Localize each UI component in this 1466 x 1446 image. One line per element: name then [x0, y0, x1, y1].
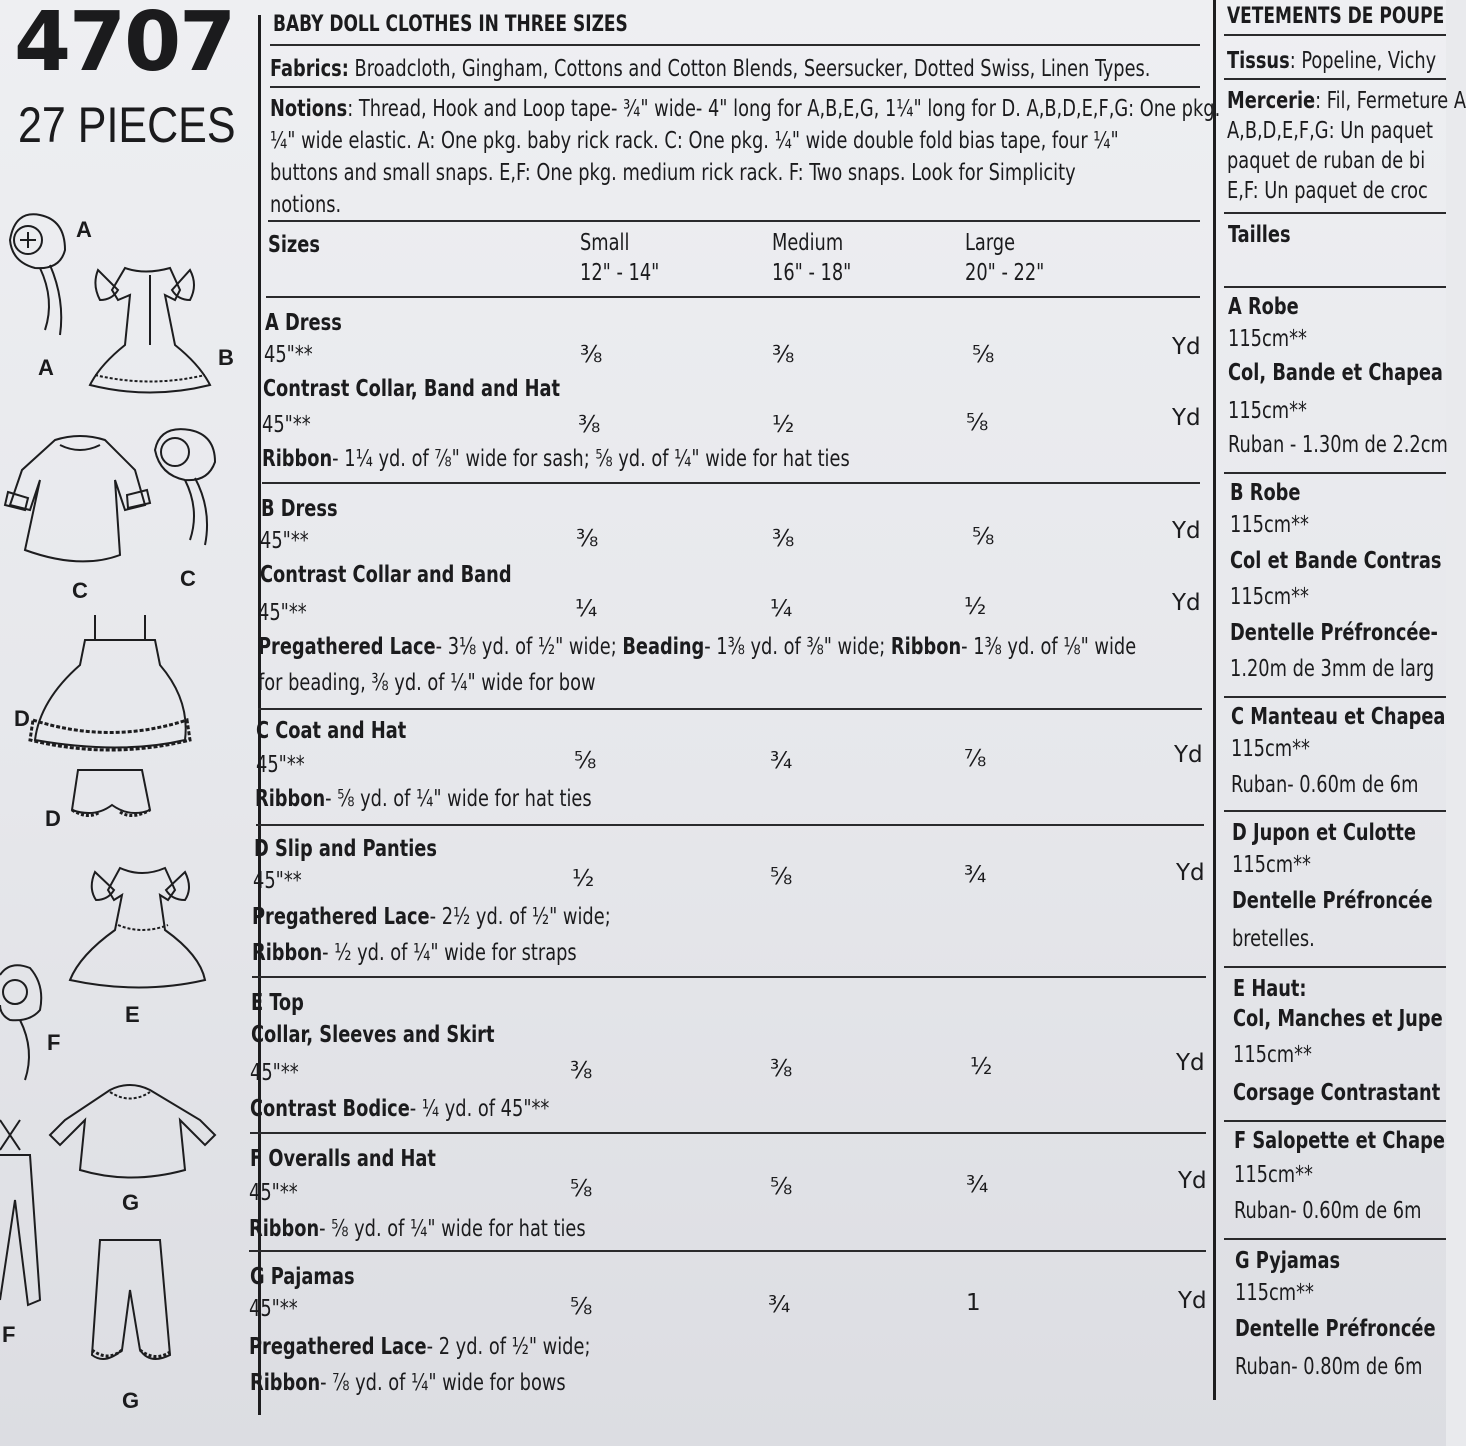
view-g-title: G Pajamas	[250, 1264, 355, 1290]
divider	[268, 220, 1200, 222]
french-f-width: 115cm**	[1234, 1162, 1313, 1188]
view-b-sub-medium: ¼	[770, 596, 793, 622]
notions-line-4: notions.	[270, 192, 342, 218]
french-mercerie-4: E,F: Un paquet de croc	[1227, 178, 1428, 204]
view-d-note-1: Pregathered Lace- 2½ yd. of ½" wide;	[252, 904, 611, 930]
view-a-sub-small: ⅜	[578, 412, 601, 438]
divider	[262, 482, 1200, 484]
view-b-sub-small: ¼	[575, 596, 598, 622]
view-e-title: E Top	[251, 990, 304, 1016]
french-title: VETEMENTS DE POUPE	[1227, 4, 1445, 29]
size-medium-range: 16" - 18"	[772, 260, 852, 286]
view-b-note-2: for beading, ⅜ yd. of ¼" wide for bow	[258, 670, 596, 696]
view-label-c: C	[72, 578, 88, 603]
french-tissus: Tissus: Popeline, Vichy	[1227, 48, 1437, 74]
view-g-unit: Yd	[1178, 1288, 1207, 1314]
notions-label: Notions	[270, 96, 348, 122]
view-c-width: 45"**	[256, 752, 305, 778]
french-c-ribbon: Ruban- 0.60m de 6m	[1231, 772, 1419, 798]
view-c-medium: ¾	[770, 748, 793, 774]
fabrics-label: Fabrics:	[270, 56, 349, 82]
view-a-sub-width: 45"**	[262, 412, 311, 438]
view-c-large: ⅞	[964, 746, 987, 772]
view-g-note-1: Pregathered Lace- 2 yd. of ½" wide;	[249, 1334, 591, 1360]
size-medium-name: Medium	[772, 230, 844, 256]
pajama-top-g-icon	[50, 1085, 215, 1178]
french-g-ribbon: Ruban- 0.80m de 6m	[1235, 1354, 1423, 1380]
view-label-f: F	[47, 1030, 61, 1055]
view-g-note-2: Ribbon- ⅞ yd. of ¼" wide for bows	[250, 1370, 566, 1396]
fabrics-line	[270, 56, 1150, 84]
view-a-unit: Yd	[1172, 334, 1201, 360]
french-c-width: 115cm**	[1231, 736, 1310, 762]
view-d-title: D Slip and Panties	[254, 836, 437, 862]
view-f-large: ¾	[966, 1172, 989, 1198]
pieces-count: 27 PIECES	[18, 97, 236, 153]
view-a-width: 45"**	[264, 342, 313, 368]
view-a-sub-title: Contrast Collar, Band and Hat	[263, 376, 561, 402]
bonnet-c-icon	[155, 429, 215, 545]
divider	[1224, 34, 1446, 36]
view-a-large: ⅝	[972, 342, 995, 368]
view-label-b: B	[218, 345, 234, 370]
view-b-sub-unit: Yd	[1172, 590, 1201, 616]
view-label-a-2: A	[38, 355, 54, 380]
divider	[1224, 472, 1446, 474]
view-label-e: E	[125, 1002, 140, 1027]
view-e-medium: ⅜	[770, 1056, 793, 1082]
view-label-d-2: D	[45, 806, 61, 831]
view-b-unit: Yd	[1172, 518, 1201, 544]
french-b-sub-width: 115cm**	[1230, 584, 1309, 610]
divider	[258, 708, 1202, 710]
french-b-lace: Dentelle Préfroncée-	[1230, 620, 1438, 646]
view-f-title: F Overalls and Hat	[250, 1146, 436, 1172]
view-f-unit: Yd	[1178, 1168, 1207, 1194]
view-c-note: Ribbon- ⅝ yd. of ¼" wide for hat ties	[255, 786, 592, 812]
divider	[249, 1250, 1206, 1252]
french-g-width: 115cm**	[1235, 1280, 1314, 1306]
view-label-d: D	[14, 706, 30, 731]
view-c-title: C Coat and Hat	[256, 718, 407, 744]
view-b-sub-title: Contrast Collar and Band	[260, 562, 512, 588]
divider	[1224, 696, 1446, 698]
divider	[1224, 286, 1446, 288]
view-a-sub-medium: ½	[772, 412, 795, 438]
view-e-small: ⅜	[570, 1058, 593, 1084]
french-mercerie: Mercerie: Fil, Fermeture A	[1227, 88, 1466, 114]
view-label-c-2: C	[180, 566, 196, 591]
view-c-unit: Yd	[1174, 742, 1203, 768]
notions-line-2: ¼" wide elastic. A: One pkg. baby rick rack. C: One pkg. ¼" wide double fold bias tape, four ¼"	[270, 128, 1119, 154]
garment-illustrations	[0, 0, 250, 1446]
view-label-a: A	[76, 217, 92, 242]
view-d-small: ½	[572, 866, 595, 892]
view-g-large: 1	[966, 1290, 981, 1316]
view-b-note-1: Pregathered Lace- 3⅛ yd. of ½" wide; Beading- 1⅜ yd. of ⅜" wide; Ribbon- 1⅜ yd. of ⅛" wide	[258, 634, 1137, 660]
dress-b-icon	[90, 268, 210, 393]
pattern-number: 4707	[14, 0, 235, 90]
french-f-title: F Salopette et Chape	[1234, 1128, 1445, 1154]
divider	[1224, 1120, 1446, 1122]
notions-line-3: buttons and small snaps. E,F: One pkg. medium rick rack. F: Two snaps. Look for Simplicity	[270, 160, 1076, 186]
french-a-sub: Col, Bande et Chapea	[1228, 360, 1443, 386]
view-label-f-2: F	[2, 1322, 16, 1347]
view-b-width: 45"**	[260, 528, 309, 554]
divider	[1224, 810, 1446, 812]
view-g-medium: ¾	[768, 1292, 791, 1318]
divider	[270, 86, 1200, 88]
view-d-large: ¾	[964, 862, 987, 888]
french-a-title: A Robe	[1228, 294, 1299, 320]
view-b-medium: ⅜	[772, 526, 795, 552]
french-column-rule	[1213, 0, 1216, 1400]
divider	[252, 976, 1206, 978]
french-a-sub-width: 115cm**	[1228, 398, 1307, 424]
divider	[250, 1132, 1206, 1134]
view-d-note-2: Ribbon- ½ yd. of ¼" wide for straps	[252, 940, 577, 966]
french-a-width: 115cm**	[1228, 326, 1307, 352]
french-a-ribbon: Ruban - 1.30m de 2.2cm	[1228, 432, 1448, 458]
divider	[1224, 966, 1446, 968]
view-e-unit: Yd	[1176, 1050, 1205, 1076]
view-e-sub-title: Collar, Sleeves and Skirt	[251, 1022, 495, 1048]
view-a-medium: ⅜	[772, 342, 795, 368]
french-b-sub: Col et Bande Contras	[1230, 548, 1442, 574]
bonnet-f-icon	[0, 965, 41, 1080]
view-b-sub-large: ½	[964, 594, 987, 620]
french-d-title: D Jupon et Culotte	[1232, 820, 1416, 846]
divider	[266, 296, 1200, 298]
top-e-icon	[70, 868, 205, 988]
size-large-name: Large	[965, 230, 1016, 256]
coat-c-icon	[5, 436, 150, 561]
pajama-pants-g-icon	[92, 1240, 170, 1359]
view-e-note: Contrast Bodice- ¼ yd. of 45"**	[250, 1096, 550, 1122]
view-f-medium: ⅝	[770, 1174, 793, 1200]
french-g-lace: Dentelle Préfroncée	[1235, 1316, 1436, 1342]
divider	[1224, 78, 1446, 80]
view-g-width: 45"**	[249, 1296, 298, 1322]
notions-line-1	[270, 96, 1220, 124]
size-small-name: Small	[580, 230, 630, 256]
divider	[1224, 1238, 1446, 1240]
view-a-small: ⅜	[580, 342, 603, 368]
view-c-small: ⅝	[574, 748, 597, 774]
notions-text-1: : Thread, Hook and Loop tape- ¾" wide- 4" long for A,B,E,G, 1¼" long for D. A,B,D,E,F,G: One pkg.	[347, 96, 1221, 122]
slip-d-icon	[30, 615, 190, 750]
view-a-sub-unit: Yd	[1172, 405, 1201, 431]
view-f-width: 45"**	[249, 1180, 298, 1206]
sizes-label: Sizes	[268, 232, 320, 258]
french-d-width: 115cm**	[1232, 852, 1311, 878]
french-e-title: E Haut:	[1233, 976, 1307, 1002]
size-small-range: 12" - 14"	[580, 260, 660, 286]
view-label-g-2: G	[122, 1388, 140, 1413]
french-d-lace: Dentelle Préfroncée	[1232, 888, 1433, 914]
view-b-sub-width: 45"**	[258, 600, 307, 626]
french-c-title: C Manteau et Chapea	[1231, 704, 1446, 730]
panties-d-icon	[72, 770, 150, 816]
french-d-bretelles: bretelles.	[1232, 926, 1315, 952]
view-a-note: Ribbon- 1¼ yd. of ⅞" wide for sash; ⅝ yd. of ¼" wide for hat ties	[262, 446, 850, 472]
french-mercerie-3: paquet de ruban de bi	[1227, 148, 1426, 174]
view-d-width: 45"**	[253, 868, 302, 894]
view-d-medium: ⅝	[770, 864, 793, 890]
view-label-g: G	[122, 1190, 140, 1215]
french-b-lace-2: 1.20m de 3mm de larg	[1230, 656, 1435, 682]
french-mercerie-2: A,B,D,E,F,G: Un paquet	[1227, 118, 1433, 144]
envelope-title: BABY DOLL CLOTHES IN THREE SIZES	[273, 12, 628, 37]
french-e-sub: Col, Manches et Jupe	[1233, 1006, 1443, 1032]
view-f-small: ⅝	[570, 1176, 593, 1202]
french-b-width: 115cm**	[1230, 512, 1309, 538]
divider	[1224, 212, 1446, 214]
view-f-note: Ribbon- ⅝ yd. of ¼" wide for hat ties	[249, 1216, 586, 1242]
view-e-width: 45"**	[250, 1060, 299, 1086]
french-tailles: Tailles	[1228, 222, 1291, 248]
view-a-title: A Dress	[265, 310, 342, 336]
view-g-small: ⅝	[570, 1294, 593, 1320]
divider	[256, 824, 1204, 826]
french-b-title: B Robe	[1230, 480, 1301, 506]
view-b-large: ⅝	[972, 524, 995, 550]
french-f-ribbon: Ruban- 0.60m de 6m	[1234, 1198, 1422, 1224]
fabrics-text: Broadcloth, Gingham, Cottons and Cotton Blends, Seersucker, Dotted Swiss, Linen Types.	[348, 56, 1151, 82]
size-large-range: 20" - 22"	[965, 260, 1045, 286]
french-e-width: 115cm**	[1233, 1042, 1312, 1068]
view-b-title: B Dress	[261, 496, 338, 522]
french-g-title: G Pyjamas	[1235, 1248, 1341, 1274]
view-d-unit: Yd	[1176, 860, 1205, 886]
bonnet-a-icon	[10, 214, 65, 335]
view-a-sub-large: ⅝	[966, 410, 989, 436]
overalls-f-icon	[0, 1120, 40, 1305]
view-b-small: ⅜	[576, 526, 599, 552]
view-e-large: ½	[970, 1054, 993, 1080]
divider	[270, 44, 1200, 46]
french-e-corsage: Corsage Contrastant	[1233, 1080, 1441, 1106]
